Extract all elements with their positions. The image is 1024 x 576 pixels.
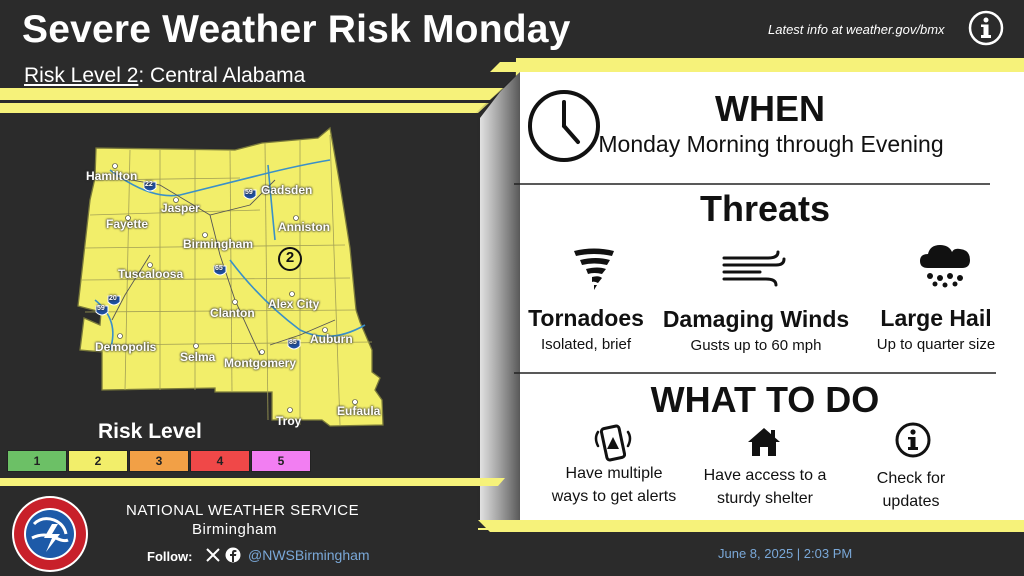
interstate-label: 20 [109, 295, 117, 302]
timestamp: June 8, 2025 | 2:03 PM [718, 546, 853, 561]
legend-level-3: 3 [129, 450, 189, 472]
region-text: : Central Alabama [138, 64, 306, 87]
agency-name: NATIONAL WEATHER SERVICE [126, 502, 360, 519]
city-label: Hamilton [86, 169, 138, 183]
todo-shelter-line1: Have access to a [703, 467, 827, 484]
interstate-label: 59 [97, 305, 105, 312]
when-heading: WHEN [715, 88, 825, 129]
info-icon[interactable] [968, 10, 1004, 46]
risk-marker-label: 2 [285, 249, 295, 266]
office-name: Birmingham [192, 521, 278, 538]
city-label: Demopolis [95, 340, 157, 354]
tornado-icon [572, 246, 616, 290]
threat-name-tornadoes: Tornadoes [528, 305, 644, 331]
facebook-icon[interactable] [225, 547, 241, 563]
city-label: Tuscaloosa [118, 267, 184, 281]
interstate-label: 85 [289, 339, 297, 346]
city-label: Selma [180, 350, 216, 364]
todo-alerts [540, 462, 688, 508]
legend-level-2: 2 [68, 450, 128, 472]
city-label: Clanton [210, 306, 255, 320]
todo-updates-line2: updates [882, 493, 940, 510]
interstate-label: 59 [245, 189, 253, 196]
city-label: Alex City [268, 297, 320, 311]
city-label: Troy [276, 414, 302, 428]
house-icon [746, 426, 782, 458]
todo-shelter [690, 464, 840, 510]
todo-alerts-line1: Have multiple [565, 465, 663, 482]
city-label: Fayette [106, 217, 149, 231]
when-text: Monday Morning through Evening [598, 131, 944, 157]
city-label: Anniston [278, 220, 330, 234]
latest-info-link[interactable]: Latest info at weather.gov/bmx [768, 22, 945, 37]
legend-title: Risk Level [98, 420, 202, 443]
hail-icon [918, 240, 972, 288]
legend-level-5: 5 [251, 450, 311, 472]
interstate-label: 65 [215, 265, 223, 272]
follow-label: Follow: [147, 549, 193, 564]
threat-name-winds: Damaging Winds [662, 306, 850, 332]
city-label: Birmingham [183, 237, 254, 251]
legend-level-4: 4 [190, 450, 250, 472]
page-title: Severe Weather Risk Monday [22, 8, 571, 51]
todo-updates-line1: Check for [876, 470, 946, 487]
risk-level-text: Risk Level 2 [24, 64, 139, 87]
city-label: Jasper [161, 201, 200, 215]
x-icon[interactable] [206, 548, 220, 562]
threat-desc-hail: Up to quarter size [876, 336, 996, 353]
threat-desc-tornadoes: Isolated, brief [540, 336, 632, 353]
threat-name-hail: Large Hail [880, 305, 992, 331]
social-handle[interactable]: @NWSBirmingham [248, 547, 370, 563]
city-label: Montgomery [224, 356, 296, 370]
city-label: Auburn [310, 332, 353, 346]
info-icon [895, 422, 931, 458]
what-to-do-heading: WHAT TO DO [650, 379, 880, 420]
todo-updates [856, 467, 966, 513]
subtitle [24, 64, 305, 88]
legend-level-1: 1 [7, 450, 67, 472]
interstate-label: 22 [145, 181, 153, 188]
threat-desc-winds: Gusts up to 60 mph [690, 337, 822, 354]
nws-logo [10, 494, 90, 574]
phone-alert-icon [592, 424, 634, 462]
threats-heading: Threats [699, 188, 831, 229]
city-label: Eufaula [337, 404, 381, 418]
todo-alerts-line2: ways to get alerts [551, 488, 677, 505]
city-label: Gadsden [261, 183, 313, 197]
todo-shelter-line2: sturdy shelter [716, 490, 814, 507]
wind-icon [722, 250, 786, 288]
